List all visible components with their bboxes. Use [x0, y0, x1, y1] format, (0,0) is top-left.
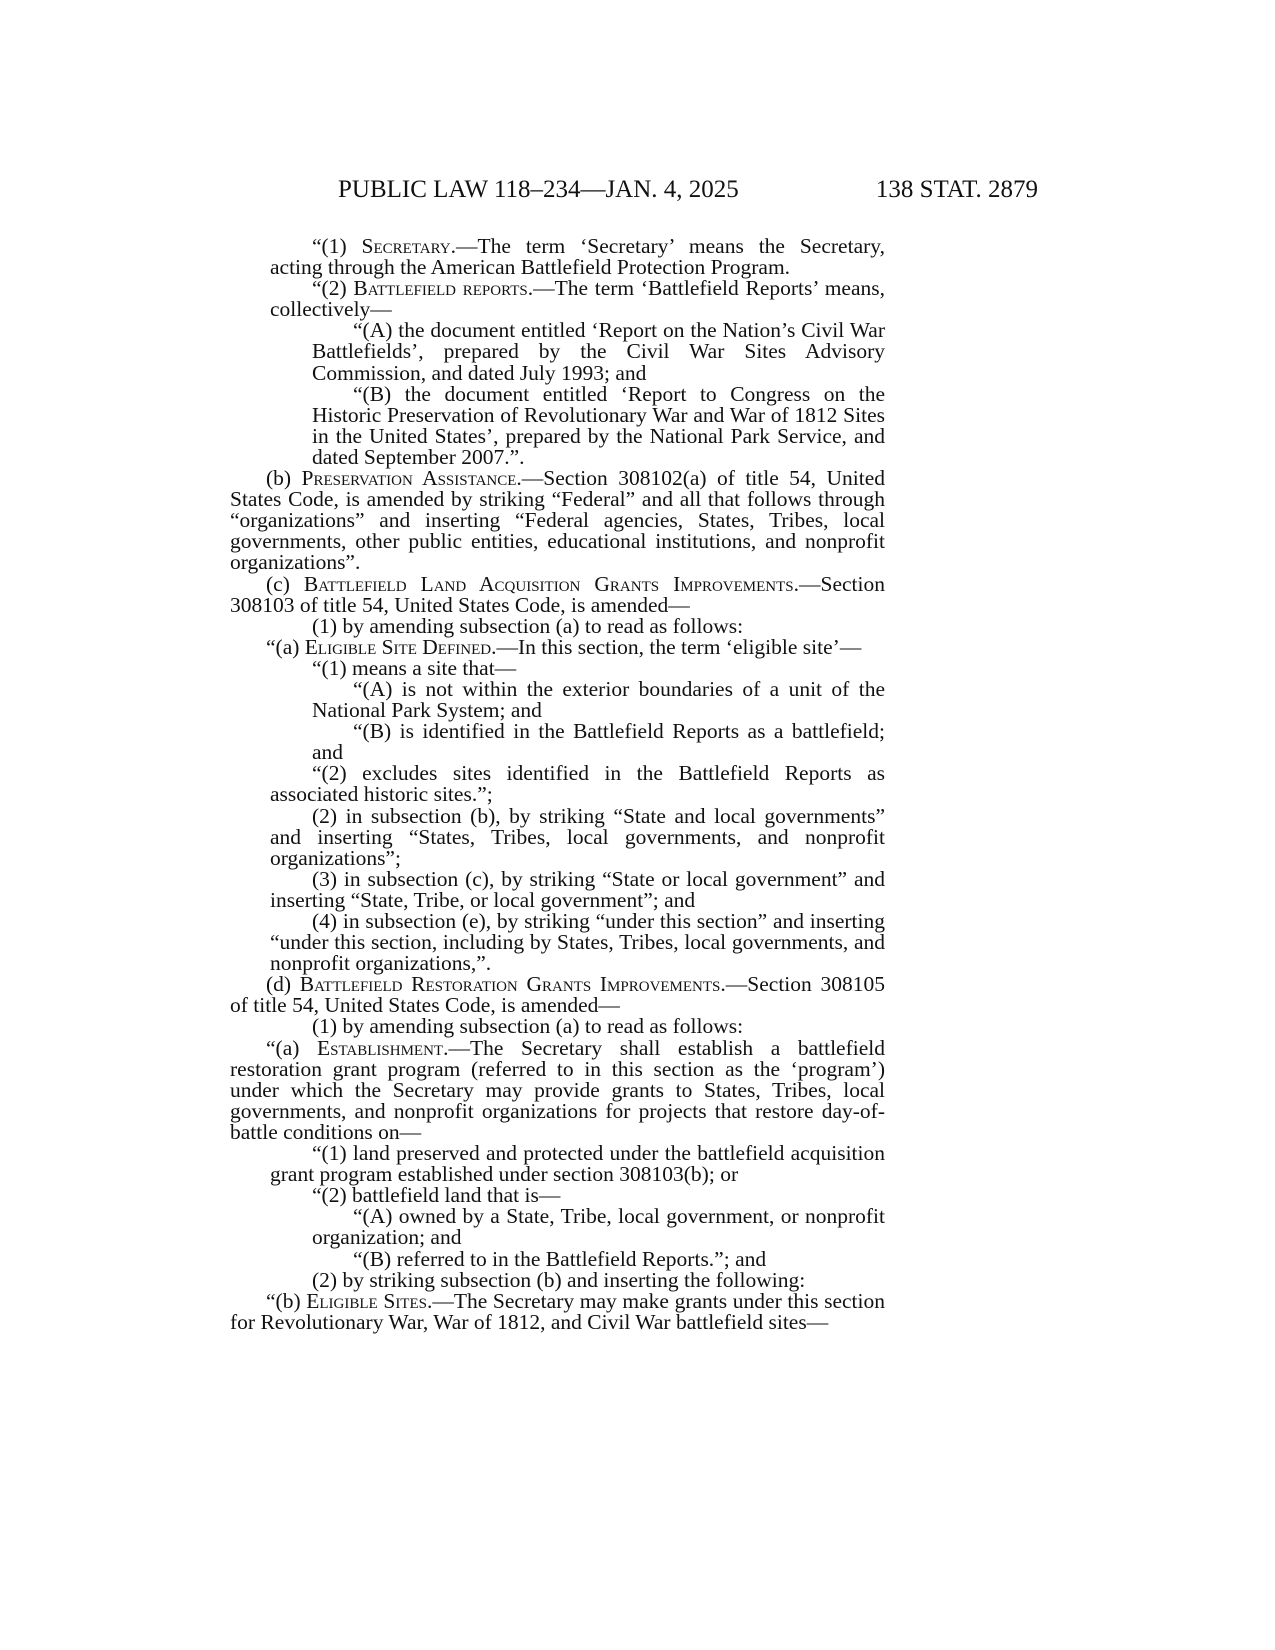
- paragraph-heading: Battlefield Restoration Grants Improvements.: [299, 972, 726, 997]
- paragraph-heading: Eligible Sites.: [306, 1288, 433, 1313]
- paragraph: (1) by amending subsection (a) to read as follows:: [312, 613, 744, 638]
- paragraph: “(B) is identified in the Battlefield Reports as a battlefield; and: [312, 719, 885, 765]
- paragraph: (b) Preservation Assistance.—Section 308102(a) of title 54, United States Code, is amended by striking “Federal” and all that follows through “organizations” and inserting “Federal agencies, States, Tribes, local governments, other public entities, educational institutions, and nonprofit organizations”.: [230, 466, 885, 575]
- paragraph-heading: Establishment.: [316, 1035, 449, 1060]
- paragraph-heading: Battlefield Land Acquisition Grants Improvements.: [303, 571, 799, 596]
- document-body: [230, 236, 885, 1333]
- paragraph: (1) by amending subsection (a) to read as follows:: [312, 1014, 744, 1039]
- paragraph: “(a) Establishment.—The Secretary shall establish a battlefield restoration grant program (referred to in this section as the ‘program’) under which the Secretary may provide grants to States, Tribes, local governments, and nonprofit organizations for projects that restore day-of-battle conditions on—: [230, 1035, 885, 1144]
- paragraph: “(B) the document entitled ‘Report to Congress on the Historic Preservation of Revolutionary War and War of 1812 Sites in the United States’, prepared by the National Park Service, and dated September 2007.”.: [312, 381, 885, 469]
- paragraph: “(1) means a site that—: [312, 655, 517, 680]
- paragraph: “(B) referred to in the Battlefield Reports.”; and: [353, 1246, 767, 1271]
- paragraph: “(2) battlefield land that is—: [312, 1183, 561, 1208]
- paragraph-heading: Eligible Site Defined.: [304, 634, 497, 659]
- paragraph: “(1) Secretary.—The term ‘Secretary’ means the Secretary, acting through the American Battlefield Protection Program.: [270, 234, 886, 280]
- paragraph: “(b) Eligible Sites.—The Secretary may make grants under this section for Revolutionary War, War of 1812, and Civil War battlefield sites—: [230, 1288, 885, 1334]
- paragraph: “(2) excludes sites identified in the Battlefield Reports as associated historic sites.”;: [270, 761, 885, 807]
- running-header: [338, 176, 1038, 216]
- paragraph: “(a) Eligible Site Defined.—In this section, the term ‘eligible site’—: [266, 634, 862, 659]
- paragraph: (3) in subsection (c), by striking “State or local government” and inserting “State, Tribe, or local government”; and: [270, 866, 885, 912]
- paragraph: (2) by striking subsection (b) and inserting the following:: [312, 1267, 806, 1292]
- page-number: 138 STAT. 2879: [875, 176, 1038, 203]
- paragraph: “(2) Battlefield reports.—The term ‘Battlefield Reports’ means, collectively—: [270, 276, 885, 322]
- paragraph: “(A) owned by a State, Tribe, local government, or nonprofit organization; and: [312, 1204, 885, 1250]
- paragraph: (4) in subsection (e), by striking “under this section” and inserting “under this section, including by States, Tribes, local governments, and nonprofit organizations,”.: [270, 909, 885, 976]
- paragraph-heading: Secretary.: [361, 234, 456, 258]
- paragraph: “(1) land preserved and protected under the battlefield acquisition grant program established under section 308103(b); or: [270, 1141, 885, 1187]
- paragraph: (d) Battlefield Restoration Grants Improvements.—Section 308105 of title 54, United States Code, is amended—: [230, 972, 885, 1018]
- paragraph: “(A) is not within the exterior boundaries of a unit of the National Park System; and: [312, 676, 885, 723]
- paragraph: (2) in subsection (b), by striking “State and local governments” and inserting “States, Tribes, local governments, and nonprofit organizations”;: [270, 803, 885, 870]
- paragraph: “(A) the document entitled ‘Report on the Nation’s Civil War Battlefields’, prepared by the Civil War Sites Advisory Commission, and dated July 1993; and: [312, 318, 885, 385]
- paragraph-heading: Preservation Assistance.: [301, 466, 522, 491]
- paragraph: (c) Battlefield Land Acquisition Grants Improvements.—Section 308103 of title 54, United States Code, is amended—: [230, 571, 885, 617]
- header-title: PUBLIC LAW 118–234—JAN. 4, 2025: [338, 176, 739, 203]
- paragraph-heading: Battlefield reports.: [353, 276, 534, 301]
